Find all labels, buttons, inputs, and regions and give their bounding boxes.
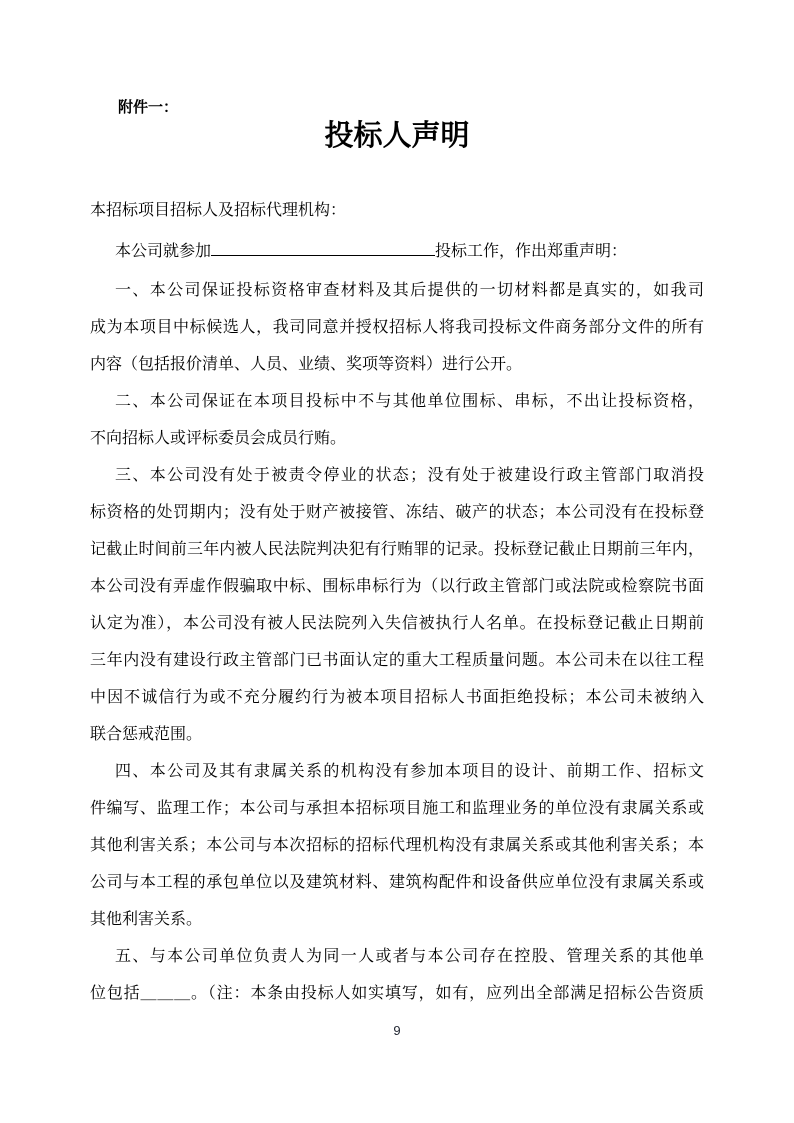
- attachment-label: 附件一：: [118, 100, 179, 116]
- participation-prefix: 本公司就参加: [115, 243, 212, 260]
- project-name-blank: [211, 238, 435, 256]
- body-line: 记截止时间前三年内被人民法院判决犯有行贿罪的记录。投标登记截止日期前三年内，: [90, 541, 704, 558]
- body-line: 三、本公司没有处于被责令停业的状态；没有处于被建设行政主管部门取消投: [115, 467, 704, 484]
- participation-suffix: 投标工作，作出郑重声明：: [435, 243, 628, 260]
- body-line: 中因不诚信行为或不充分履约行为被本项目招标人书面拒绝投标；本公司未被纳入: [90, 689, 704, 706]
- body-line: 认定为准），本公司没有被人民法院列入失信被执行人名单。在投标登记截止日期前: [90, 615, 704, 632]
- body-line: 其他利害关系。: [90, 911, 203, 928]
- body-line: 本公司没有弄虚作假骗取中标、围标串标行为（以行政主管部门或法院或检察院书面: [90, 578, 704, 595]
- body-line: 成为本项目中标候选人，我司同意并授权招标人将我司投标文件商务部分文件的所有: [90, 319, 704, 336]
- body-line: 一、本公司保证投标资格审查材料及其后提供的一切材料都是真实的，如我司: [115, 282, 704, 299]
- addressee-line: 本招标项目招标人及招标代理机构：: [90, 202, 347, 219]
- body-line: 五、与本公司单位负责人为同一人或者与本公司存在控股、管理关系的其他单: [115, 948, 704, 965]
- body-line: 二、本公司保证在本项目投标中不与其他单位围标、串标，不出让投标资格，: [115, 393, 704, 410]
- body-line: 内容（包括报价清单、人员、业绩、奖项等资料）进行公开。: [90, 356, 523, 373]
- body-line: 其他利害关系；本公司与本次招标的招标代理机构没有隶属关系或其他利害关系；本: [90, 837, 704, 854]
- body-line: 位包括＿＿＿。（注：本条由投标人如实填写，如有，应列出全部满足招标公告资质: [90, 985, 704, 1002]
- page-title: 投标人声明: [324, 120, 470, 152]
- body-line: 标资格的处罚期内；没有处于财产被接管、冻结、破产的状态；本公司没有在投标登: [90, 504, 704, 521]
- body-line: 联合惩戒范围。: [90, 726, 203, 743]
- body-line: 件编写、监理工作；本公司与承担本招标项目施工和监理业务的单位没有隶属关系或: [90, 800, 704, 817]
- declaration-body: [90, 272, 704, 1012]
- body-line: 三年内没有建设行政主管部门已书面认定的重大工程质量问题。本公司未在以往工程: [90, 652, 704, 669]
- body-line: 四、本公司及其有隶属关系的机构没有参加本项目的设计、前期工作、招标文: [115, 763, 704, 780]
- body-line: 公司与本工程的承包单位以及建筑材料、建筑构配件和设备供应单位没有隶属关系或: [90, 874, 704, 891]
- page-number: 9: [393, 1023, 401, 1038]
- body-line: 不向招标人或评标委员会成员行贿。: [90, 430, 347, 447]
- participation-line: [90, 238, 704, 263]
